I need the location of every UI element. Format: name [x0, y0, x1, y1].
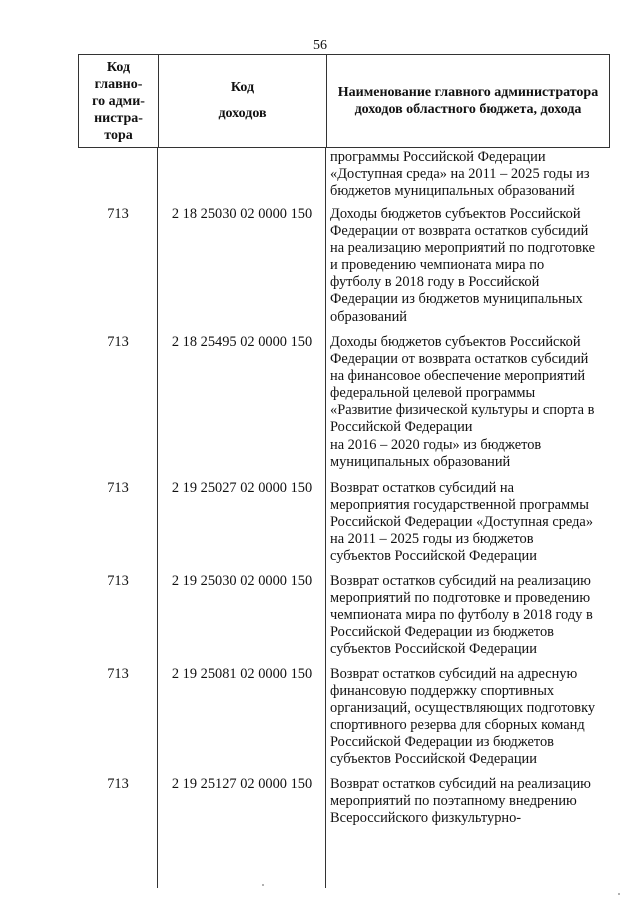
- admin-code-cell: 713: [107, 480, 129, 496]
- name-cell: Возврат остатков субсидий на реализацию мероприятий по поэтапному внедрению Всероссийского физкультурно-: [330, 776, 591, 827]
- admin-code-cell: 713: [107, 666, 129, 682]
- income-code-cell: 2 19 25127 02 0000 150: [171, 776, 313, 792]
- admin-code-cell: 713: [107, 334, 129, 350]
- income-code-cell: 2 19 25081 02 0000 150: [171, 666, 313, 682]
- table-header: [78, 54, 610, 148]
- admin-code-cell: 713: [107, 776, 129, 792]
- admin-code-cell: 713: [107, 206, 129, 222]
- name-cell: Возврат остатков субсидий на мероприятия государственной программы Российской Федерации «Доступная среда» на 2011 – 2025 годы из бюджетов субъектов Российской Федерации: [330, 480, 594, 565]
- admin-code-cell: 713: [107, 573, 129, 589]
- header-admin-code: Код главно- го адми- нистра- тора: [79, 55, 159, 147]
- income-code-cell: 2 19 25030 02 0000 150: [171, 573, 313, 589]
- scan-speck: [262, 884, 264, 886]
- scan-speck: [618, 893, 620, 895]
- header-name: Наименование главного администратора доходов областного бюджета, дохода: [337, 85, 599, 117]
- name-cell: программы Российской Федерации «Доступная среда» на 2011 – 2025 годы из бюджетов муниципальных образований: [330, 149, 590, 200]
- income-code-cell: 2 19 25027 02 0000 150: [171, 480, 313, 496]
- income-code-cell: 2 18 25495 02 0000 150: [171, 334, 313, 350]
- name-cell: Возврат остатков субсидий на реализацию мероприятий по подготовке и проведению чемпионата мира по футболу в 2018 году в Российской Федерации из бюджетов субъектов Российской Федерации: [330, 573, 593, 658]
- name-cell: Доходы бюджетов субъектов Российской Федерации от возврата остатков субсидий на реализацию мероприятий по подготовке и проведению чемпионата мира по футболу в 2018 году в Российской Федерации из бюджетов муниципальных образований: [330, 206, 596, 325]
- income-code-cell: 2 18 25030 02 0000 150: [171, 206, 313, 222]
- name-cell: Доходы бюджетов субъектов Российской Федерации от возврата остатков субсидий на финансовое обеспечение мероприятий федеральной целевой программы «Развитие физической культуры и спорта в Российской Федерации на 2016 – 2020 годы» из бюджетов муниципальных образований: [330, 334, 595, 470]
- name-cell: Возврат остатков субсидий на адресную финансовую поддержку спортивных организаций, осуществляющих подготовку спортивного резерва для сборных команд Российской Федерации из бюджетов субъектов Российской Федерации: [330, 666, 596, 768]
- page-number: 56: [313, 38, 327, 53]
- header-income-code: Код доходов: [159, 55, 327, 147]
